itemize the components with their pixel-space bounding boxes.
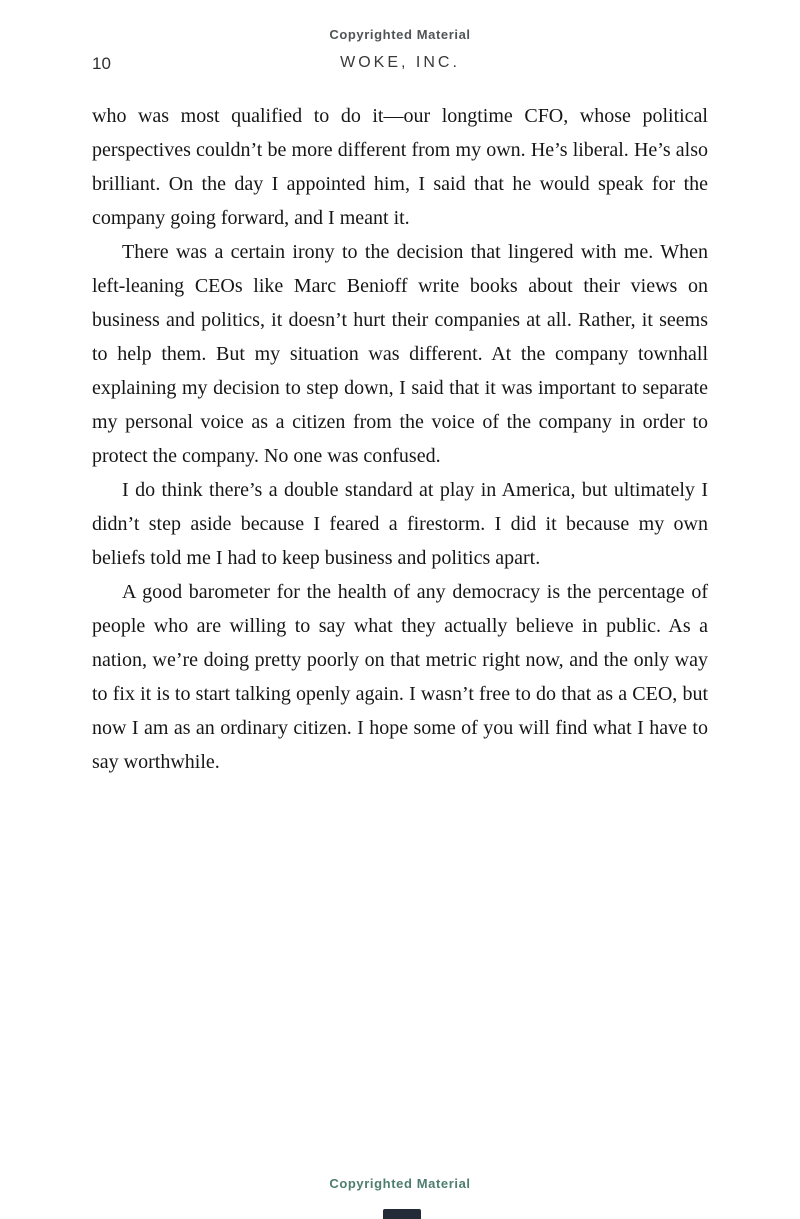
paragraph: There was a certain irony to the decision that lingered with me. When left-leaning CEOs like Marc Benioff write books about their views on business and politics, it doesn’t hurt their companies at all. Rather, it seems to help them. But my situation was different. At the company townhall explaining my decision to step down, I said that it was important to separate my personal voice as a citizen from the voice of the company in order to protect the company. No one was confused. xyxy=(92,241,708,467)
page-number: 10 xyxy=(92,54,111,73)
running-head-title: WOKE, INC. xyxy=(340,54,460,71)
paragraph: A good barometer for the health of any democracy is the percentage of people who are willing to say what they actually believe in public. As a nation, we’re doing pretty poorly on that metric right now, and the only way to fix it is to start talking openly again. I wasn’t free to do that as a CEO, but now I am as an ordinary citizen. I hope some of you will find what I have to say worthwhile. xyxy=(92,581,708,773)
copyright-notice-bottom: Copyrighted Material xyxy=(329,1176,471,1191)
page-header xyxy=(92,54,708,78)
paragraph: I do think there’s a double standard at play in America, but ultimately I didn’t step aside because I feared a firestorm. I did it because my own beliefs told me I had to keep business and politics apart. xyxy=(92,479,708,569)
paragraph: who was most qualified to do it—our longtime CFO, whose political perspectives couldn’t be more different from my own. He’s liberal. He’s also brilliant. On the day I appointed him, I said that he would speak for the company going forward, and I meant it. xyxy=(92,105,708,229)
scan-edge-artifact xyxy=(383,1209,421,1219)
body-text-block xyxy=(92,99,708,779)
copyright-notice-top: Copyrighted Material xyxy=(329,27,471,42)
